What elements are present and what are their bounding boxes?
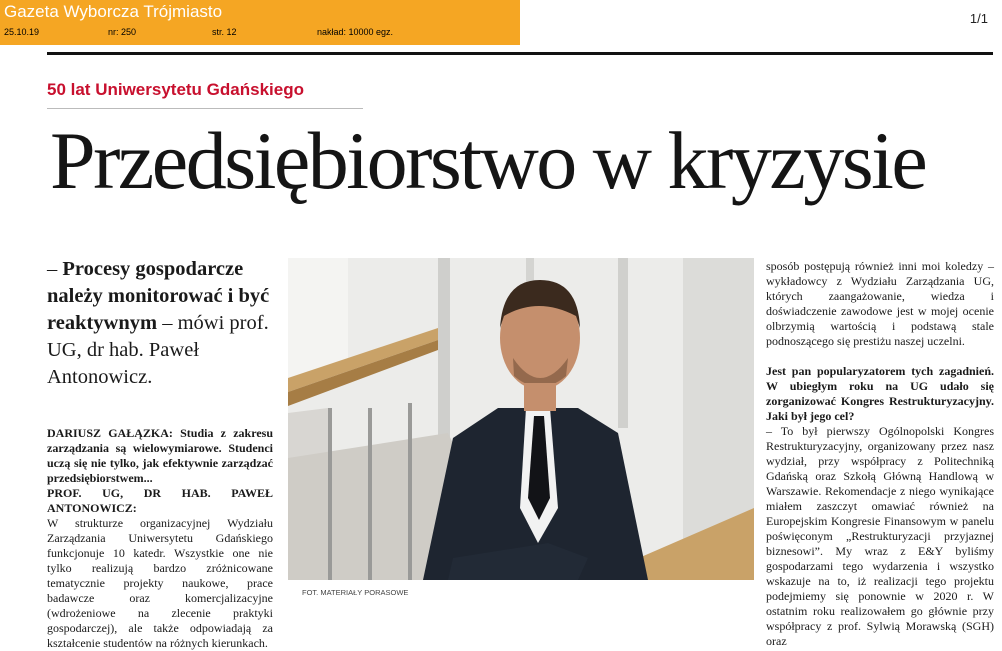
answer-1-text: W strukturze organizacyjnej Wydziału Zarządzania Uniwersytetu Gdańskiego funkcjonuje 10 katedr. Wszystkie one nie tylko realizują bardzo zróżnicowane tematycznie projekty naukowe, prace badawcze oraz komercjalizacyjne (wdrożeniowe na zlecenie praktyki gospodarczej), ale także odpowiadają za kształcenie studentów na różnych kierunkach. — [47, 516, 273, 650]
right-column — [766, 259, 994, 649]
section-kicker: 50 lat Uniwersytetu Gdańskiego — [47, 80, 304, 99]
top-rule — [47, 52, 993, 55]
kicker-underline — [47, 108, 363, 109]
article-lead — [47, 256, 272, 391]
question-1: DARIUSZ GAŁĄZKA: Studia z zakresu zarządzania są wielowymiarowe. Studenci uczą się nie tylko, jak efektywnie zarządzać przedsiębiorstwem... — [47, 426, 273, 485]
circulation: nakład: 10000 egz. — [317, 27, 394, 37]
answer-1 — [47, 486, 273, 651]
photo-caption: FOT. MATERIAŁY PORASOWE — [302, 588, 409, 597]
left-column — [47, 426, 273, 651]
lead-rest: – mówi prof. UG, dr hab. Paweł Antonowicz. — [47, 312, 269, 388]
issue-number: nr: 250 — [108, 27, 137, 37]
right-paragraph-1: sposób postępują również inni moi koledzy – wykładowcy z Wydziału Zarządzania UG, których zaangażowanie, wiedza i doświadczenie zawodowe jest w mojej ocenie olbrzymią wartością i podstawą stale podnoszącego się prestiżu naszej uczelni. — [766, 259, 994, 348]
article-headline: Przedsiębiorstwo w kryzysie — [50, 115, 926, 206]
publication-title: Gazeta Wyborcza Trójmiasto — [4, 2, 223, 21]
portrait-photo — [288, 258, 754, 580]
publication-header-bar — [0, 0, 520, 45]
photo-illustration — [288, 258, 754, 580]
page-count: 1/1 — [969, 11, 988, 26]
lead-dash: – — [47, 258, 63, 280]
answer-2: – To był pierwszy Ogólnopolski Kongres Restrukturyzacyjny, organizowany przez nasz wydział, przy współpracy z Politechniką Gdańską oraz Szkołą Główną Handlową w Warszawie. Rekomendacje z niego wynikające miałem zaszczyt omawiać również na Europejskim Kongresie Finansowym w panelu poświęconym „Restrukturyzacji przyjaznej biznesowi”. My wraz z E&Y byliśmy gospodarzami tego wydarzenia i wszystko wskazuje na to, iż realizacji tego projektu podejmiemy się ponownie w 2020 r. W ostatnim roku realizowałem go głównie przy współpracy z prof. Sylwią Morawską (SGH) oraz — [766, 424, 994, 648]
lead-bold: Procesy gospodarcze należy monitorować i być reaktywnym — [47, 258, 270, 334]
page-number: str. 12 — [212, 27, 237, 37]
issue-date: 25.10.19 — [4, 27, 40, 37]
question-2: Jest pan popularyzatorem tych zagadnień. W ubiegłym roku na UG udało się zorganizować Kongres Restrukturyzacyjny. Jaki był jego cel? — [766, 364, 994, 423]
answer-1-speaker: PROF. UG, DR HAB. PAWEŁ ANTONOWICZ: — [47, 486, 273, 515]
